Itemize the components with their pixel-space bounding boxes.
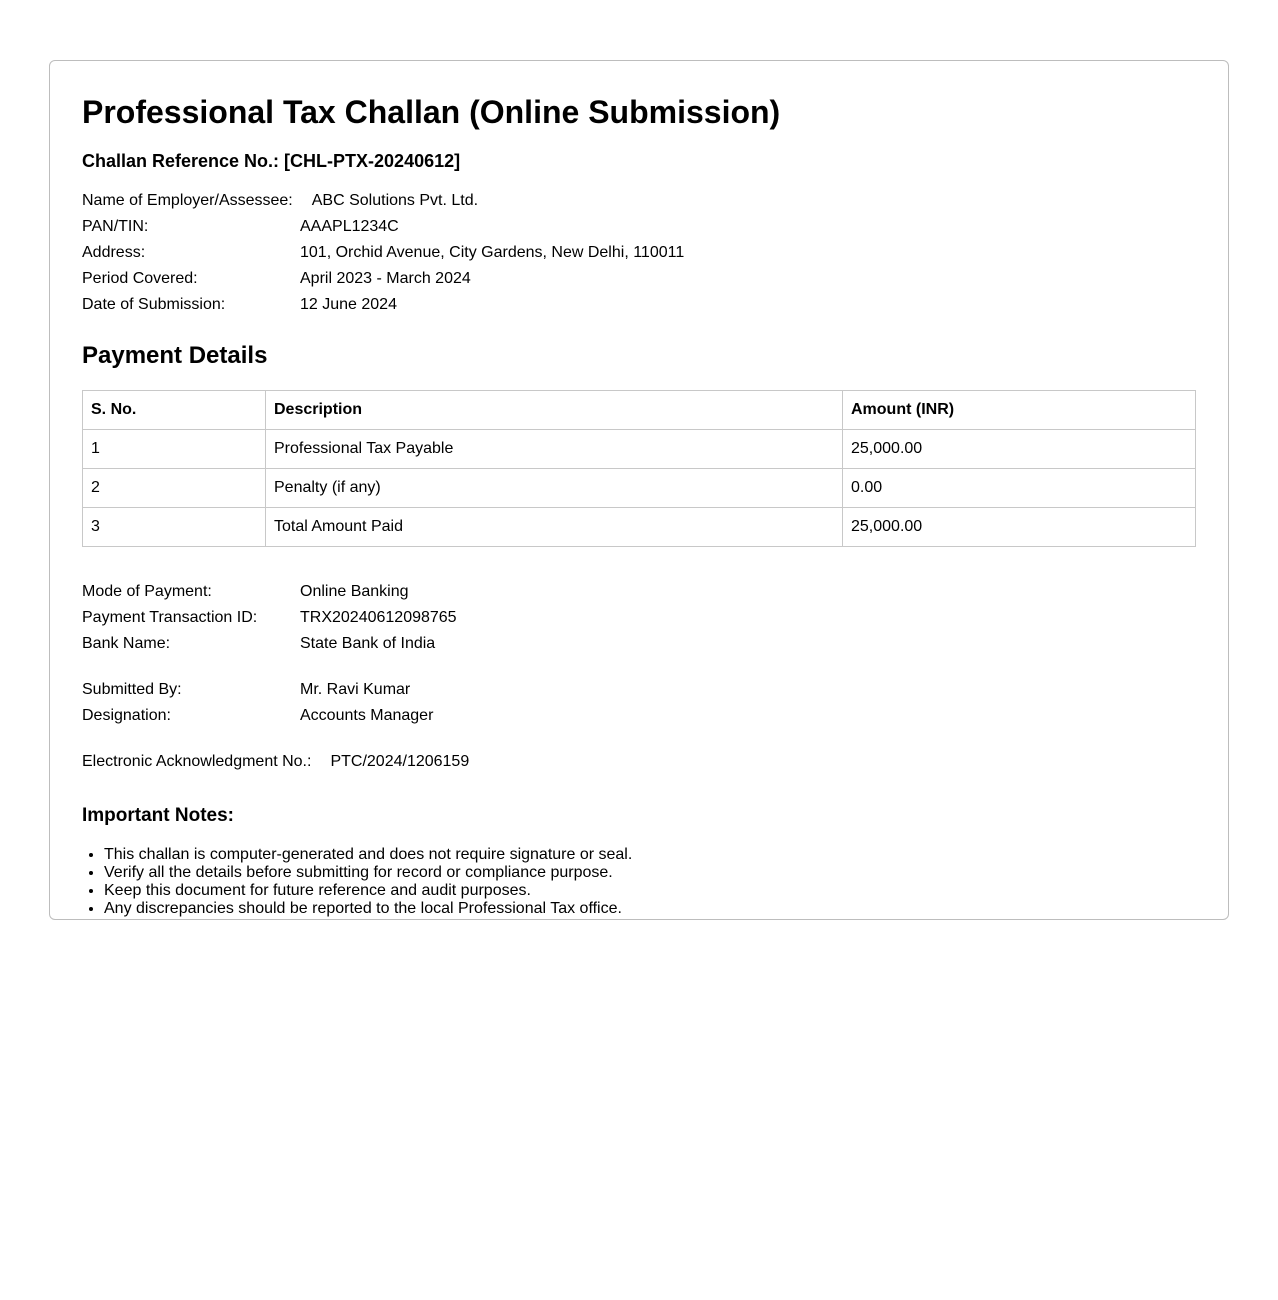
bank-name-row	[82, 631, 435, 657]
pan-row	[82, 214, 399, 240]
list-item: • Any discrepancies should be reported to the local Professional Tax office.	[104, 900, 632, 918]
submitted-by-value: Mr. Ravi Kumar	[300, 681, 411, 698]
list-item: • Keep this document for future reference and audit purposes.	[104, 882, 632, 900]
cell-description: Penalty (if any)	[266, 469, 843, 508]
cell-description: Total Amount Paid	[266, 508, 843, 547]
cell-description: Professional Tax Payable	[266, 430, 843, 469]
list-item: • Verify all the details before submitting for record or compliance purpose.	[104, 864, 632, 882]
cell-sno: 3	[83, 508, 266, 547]
transaction-id-label: Payment Transaction ID:	[82, 609, 258, 626]
submission-date-row	[82, 292, 397, 318]
employer-row	[82, 188, 478, 214]
payment-mode-value: Online Banking	[300, 583, 409, 600]
cell-sno: 1	[83, 430, 266, 469]
header-sno: S. No.	[83, 391, 266, 430]
cell-amount: 25,000.00	[843, 430, 1196, 469]
cell-amount: 0.00	[843, 469, 1196, 508]
address-label: Address:	[82, 244, 146, 261]
pan-value: AAAPL1234C	[300, 218, 399, 235]
cell-sno: 2	[83, 469, 266, 508]
bank-name-label: Bank Name:	[82, 635, 171, 652]
notes-list	[82, 846, 632, 918]
address-row	[82, 240, 684, 266]
challan-reference: Challan Reference No.: [CHL-PTX-20240612]	[82, 151, 461, 171]
pan-label: PAN/TIN:	[82, 218, 149, 235]
designation-value: Accounts Manager	[300, 707, 434, 724]
employer-label: Name of Employer/Assessee:	[82, 192, 293, 209]
header-amount: Amount (INR)	[843, 391, 1196, 430]
cell-amount: 25,000.00	[843, 508, 1196, 547]
period-label: Period Covered:	[82, 270, 198, 287]
header-description: Description	[266, 391, 843, 430]
table-row	[83, 508, 1196, 547]
payment-mode-label: Mode of Payment:	[82, 583, 212, 600]
page-title: Professional Tax Challan (Online Submission)	[82, 94, 781, 130]
submission-date-label: Date of Submission:	[82, 296, 226, 313]
acknowledgment-label: Electronic Acknowledgment No.:	[82, 753, 312, 770]
payment-mode-row	[82, 579, 409, 605]
transaction-id-value: TRX20240612098765	[300, 609, 457, 626]
bank-name-value: State Bank of India	[300, 635, 436, 652]
employer-value: ABC Solutions Pvt. Ltd.	[311, 192, 479, 209]
submitted-by-label: Submitted By:	[82, 681, 182, 698]
transaction-id-row	[82, 605, 457, 631]
table-header-row	[83, 391, 1196, 430]
designation-label: Designation:	[82, 707, 171, 724]
challan-card	[49, 60, 1229, 920]
submitted-by-row	[82, 677, 410, 703]
acknowledgment-value: PTC/2024/1206159	[330, 753, 470, 770]
table-row	[83, 469, 1196, 508]
address-value: 101, Orchid Avenue, City Gardens, New Delhi, 110011	[300, 244, 685, 261]
table-row	[83, 430, 1196, 469]
important-notes-heading: Important Notes:	[82, 805, 234, 826]
period-row	[82, 266, 471, 292]
acknowledgment-row	[82, 749, 469, 775]
submission-date-value: 12 June 2024	[300, 296, 397, 313]
list-item: • This challan is computer-generated and does not require signature or seal.	[104, 846, 632, 864]
payment-details-heading: Payment Details	[82, 342, 268, 369]
payment-table	[82, 390, 1196, 547]
designation-row	[82, 703, 433, 729]
period-value: April 2023 - March 2024	[300, 270, 471, 287]
